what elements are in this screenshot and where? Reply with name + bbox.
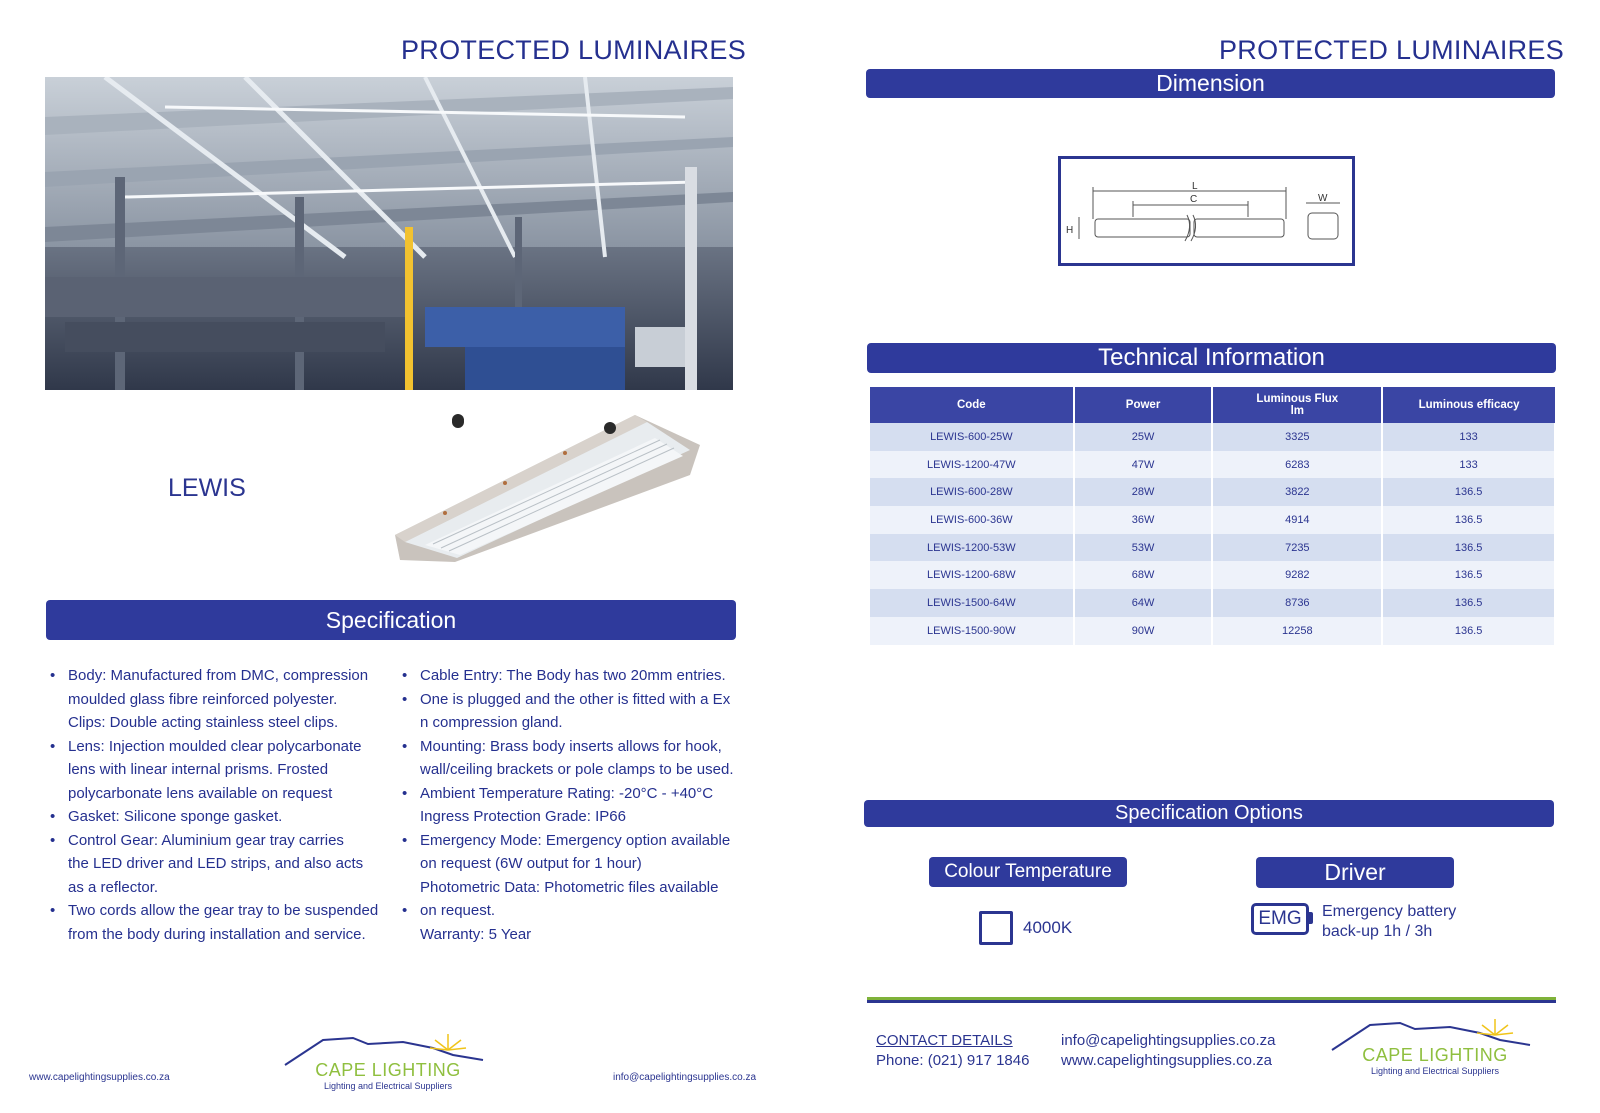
spec-line: the LED driver and LED strips, and also acts (68, 855, 364, 872)
contact-details-title: CONTACT DETAILS (876, 1032, 1013, 1049)
cell-flux: 3325 (1212, 423, 1382, 451)
left-page-title: PROTECTED LUMINAIRES (401, 35, 747, 65)
options-heading: Specification Options (864, 800, 1554, 827)
colour-temperature-heading: Colour Temperature (929, 857, 1127, 887)
dim-label-h: H (1066, 225, 1074, 236)
cell-code: LEWIS-600-28W (870, 478, 1074, 506)
cell-power: 25W (1074, 423, 1213, 451)
cell-power: 53W (1074, 534, 1213, 562)
spec-line: moulded glass fibre reinforced polyester. (68, 690, 338, 708)
logo-name: CAPE LIGHTING (1362, 1045, 1508, 1065)
footer-url[interactable]: www.capelightingsupplies.co.za (29, 1072, 170, 1083)
spec-line: n compression gland. (420, 714, 563, 731)
table-row (870, 478, 1555, 506)
luminaire-image (385, 410, 710, 575)
table-row (870, 534, 1555, 562)
cell-efficacy: 136.5 (1382, 561, 1555, 589)
spec-line: • Gasket: Silicone sponge gasket. (48, 805, 388, 829)
spec-list-col1 (48, 664, 388, 946)
table-row (870, 617, 1555, 645)
battery-terminal (1309, 912, 1313, 924)
header-flux: Luminous Flux lm (1212, 387, 1382, 423)
cell-flux: 3822 (1212, 478, 1382, 506)
spec-line: • Cable Entry: The Body has two 20mm entries. (400, 664, 750, 688)
contact-website[interactable]: www.capelightingsupplies.co.za (1061, 1052, 1272, 1069)
cell-power: 68W (1074, 561, 1213, 589)
cell-efficacy: 133 (1382, 451, 1555, 479)
cell-efficacy: 136.5 (1382, 478, 1555, 506)
spec-line: on request (6W output for 1 hour) (420, 855, 642, 872)
cell-flux: 4914 (1212, 506, 1382, 534)
table-row (870, 506, 1555, 534)
spec-line: • Ambient Temperature Rating: -20°C - +40°C (400, 782, 750, 806)
table-row (870, 423, 1555, 451)
header-efficacy: Luminous efficacy (1382, 387, 1555, 423)
colour-temp-value: 4000K (1023, 918, 1073, 937)
spec-line: Warranty: 5 Year (420, 925, 532, 943)
spec-line: from the body during installation and service. (68, 925, 366, 943)
cell-code: LEWIS-1500-90W (870, 617, 1074, 645)
product-name: LEWIS (168, 474, 246, 502)
cell-flux: 6283 (1212, 451, 1382, 479)
spec-line: • Emergency Mode: Emergency option available (400, 829, 750, 853)
cell-power: 36W (1074, 506, 1213, 534)
header-code: Code (870, 387, 1074, 423)
cell-power: 64W (1074, 589, 1213, 617)
dim-label-w: W (1318, 193, 1328, 204)
cell-code: LEWIS-1200-68W (870, 561, 1074, 589)
colour-temp-checkbox[interactable] (979, 911, 1013, 945)
spec-line: • on request. (400, 899, 750, 923)
cell-efficacy: 136.5 (1382, 617, 1555, 645)
dim-label-c: C (1190, 194, 1198, 205)
header-power: Power (1074, 387, 1213, 423)
logo-tagline: Lighting and Electrical Suppliers (323, 1081, 453, 1091)
footer-divider-blue (867, 1000, 1556, 1003)
table-header-row (870, 387, 1555, 423)
spec-line: Ingress Protection Grade: IP66 (420, 808, 626, 825)
cell-power: 90W (1074, 617, 1213, 645)
technical-heading: Technical Information (867, 343, 1556, 373)
contact-email[interactable]: info@capelightingsupplies.co.za (1061, 1032, 1276, 1049)
logo-tagline: Lighting and Electrical Suppliers (1370, 1066, 1500, 1076)
company-logo-left (283, 1030, 493, 1098)
cell-flux: 8736 (1212, 589, 1382, 617)
footer-email[interactable]: info@capelightingsupplies.co.za (613, 1072, 757, 1083)
cell-code: LEWIS-1200-53W (870, 534, 1074, 562)
company-logo-right (1330, 1015, 1540, 1083)
table-row (870, 589, 1555, 617)
cell-efficacy: 133 (1382, 423, 1555, 451)
cell-flux: 7235 (1212, 534, 1382, 562)
dimension-heading: Dimension (866, 69, 1555, 98)
cell-code: LEWIS-1500-64W (870, 589, 1074, 617)
spec-line: • One is plugged and the other is fitted with a Ex (400, 688, 750, 712)
spec-line: Photometric Data: Photometric files available (420, 878, 719, 896)
spec-line: Clips: Double acting stainless steel clips. (68, 714, 339, 731)
factory-photo (45, 77, 733, 390)
logo-name: CAPE LIGHTING (315, 1060, 461, 1080)
table-row (870, 451, 1555, 479)
technical-table (870, 387, 1556, 645)
cell-code: LEWIS-1200-47W (870, 451, 1074, 479)
spec-line: as a reflector. (68, 878, 159, 896)
cell-code: LEWIS-600-36W (870, 506, 1074, 534)
spec-line: wall/ceiling brackets or pole clamps to be used. (420, 761, 734, 778)
right-page-title: PROTECTED LUMINAIRES (1219, 35, 1565, 65)
dimension-diagram (1058, 156, 1355, 266)
emg-description: Emergency battery back-up 1h / 3h (1322, 903, 1457, 940)
cell-power: 47W (1074, 451, 1213, 479)
spec-line: • Mounting: Brass body inserts allows for hook, (400, 735, 750, 759)
spec-list-col2 (400, 664, 750, 946)
spec-line: polycarbonate lens available on request (68, 784, 333, 802)
table-row (870, 561, 1555, 589)
cell-efficacy: 136.5 (1382, 534, 1555, 562)
spec-line: • Two cords allow the gear tray to be suspended (48, 899, 388, 923)
spec-line: • Control Gear: Aluminium gear tray carries (48, 829, 388, 853)
spec-line: lens with linear internal prisms. Frosted (68, 761, 329, 778)
cell-efficacy: 136.5 (1382, 589, 1555, 617)
cell-flux: 12258 (1212, 617, 1382, 645)
dim-label-l: L (1192, 181, 1198, 192)
specification-heading: Specification (46, 600, 736, 640)
spec-line: • Lens: Injection moulded clear polycarbonate (48, 735, 388, 759)
driver-heading: Driver (1256, 857, 1454, 888)
spec-line: • Body: Manufactured from DMC, compression (48, 664, 388, 688)
cell-flux: 9282 (1212, 561, 1382, 589)
cell-power: 28W (1074, 478, 1213, 506)
cell-code: LEWIS-600-25W (870, 423, 1074, 451)
emg-battery-icon: EMG (1251, 903, 1309, 935)
contact-phone: Phone: (021) 917 1846 (876, 1052, 1030, 1069)
cell-efficacy: 136.5 (1382, 506, 1555, 534)
